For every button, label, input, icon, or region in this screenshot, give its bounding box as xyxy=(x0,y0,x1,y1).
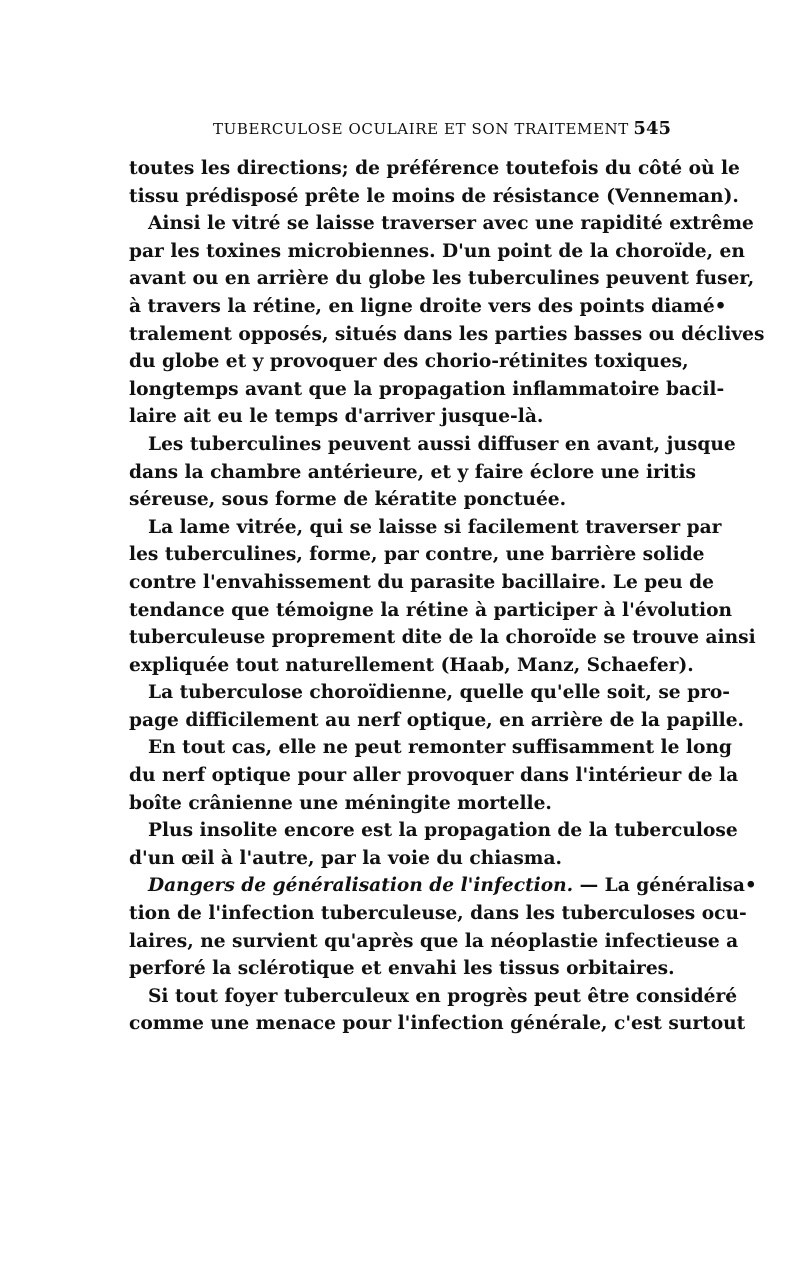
text-line: du globe et y provoquer des chorio-rétinites toxiques, xyxy=(129,351,689,373)
text-line: La lame vitrée, qui se laisse si facilement traverser par xyxy=(148,516,722,538)
text-line: perforé la sclérotique et envahi les tissus orbitaires. xyxy=(129,958,675,980)
text-line: Plus insolite encore est la propagation de la tuberculose xyxy=(148,820,738,842)
running-head xyxy=(129,120,671,142)
section-heading-continuation: — La généralisa• xyxy=(573,875,757,897)
text-line: tuberculeuse proprement dite de la choroïde se trouve ainsi xyxy=(129,627,756,649)
text-line: d'un œil à l'autre, par la voie du chiasma. xyxy=(129,847,563,869)
text-line: tion de l'infection tuberculeuse, dans les tuberculoses ocu- xyxy=(129,903,747,925)
text-line: En tout cas, elle ne peut remonter suffisamment le long xyxy=(148,737,732,759)
text-line: du nerf optique pour aller provoquer dans l'intérieur de la xyxy=(129,765,739,787)
section-heading: Dangers de généralisation de l'infection. xyxy=(148,875,574,897)
text-line: longtemps avant que la propagation inflammatoire bacil- xyxy=(129,378,725,400)
text-line: à travers la rétine, en ligne droite vers des points diamé• xyxy=(129,295,727,317)
text-line: boîte crânienne une méningite mortelle. xyxy=(129,792,552,814)
text-line: Si tout foyer tuberculeux en progrès peut être considéré xyxy=(148,985,738,1007)
text-line: La tuberculose choroïdienne, quelle qu'elle soit, se pro- xyxy=(148,682,731,704)
section-heading-line xyxy=(129,872,757,900)
body-text xyxy=(129,155,765,1038)
text-line: Ainsi le vitré se laisse traverser avec une rapidité extrême xyxy=(148,213,754,235)
text-line: séreuse, sous forme de kératite ponctuée. xyxy=(129,489,567,511)
running-title: TUBERCULOSE OCULAIRE ET SON TRAITEMENT xyxy=(213,120,629,138)
text-line: laire ait eu le temps d'arriver jusque-là. xyxy=(129,406,544,428)
text-line: dans la chambre antérieure, et y faire éclore une iritis xyxy=(129,461,697,483)
text-line: tissu prédisposé prête le moins de résistance (Venneman). xyxy=(129,185,739,207)
text-line: tralement opposés, situés dans les parties basses ou déclives xyxy=(129,323,765,345)
text-line: contre l'envahissement du parasite bacillaire. Le peu de xyxy=(129,571,714,593)
text-line: les tuberculines, forme, par contre, une barrière solide xyxy=(129,544,705,566)
text-line: tendance que témoigne la rétine à participer à l'évolution xyxy=(129,599,732,621)
text-line: avant ou en arrière du globe les tuberculines peuvent fuser, xyxy=(129,268,755,290)
text-line: expliquée tout naturellement (Haab, Manz, Schaefer). xyxy=(129,654,694,676)
text-line: toutes les directions; de préférence toutefois du côté où le xyxy=(129,158,740,179)
text-line: Les tuberculines peuvent aussi diffuser en avant, jusque xyxy=(148,433,736,455)
page-number: 545 xyxy=(633,118,671,139)
text-line: comme une menace pour l'infection générale, c'est surtout xyxy=(129,1013,746,1035)
text-line: par les toxines microbiennes. D'un point de la choroïde, en xyxy=(129,240,745,262)
text-line: page difficilement au nerf optique, en arrière de la papille. xyxy=(129,709,745,731)
text-line: laires, ne survient qu'après que la néoplastie infectieuse a xyxy=(129,930,739,952)
